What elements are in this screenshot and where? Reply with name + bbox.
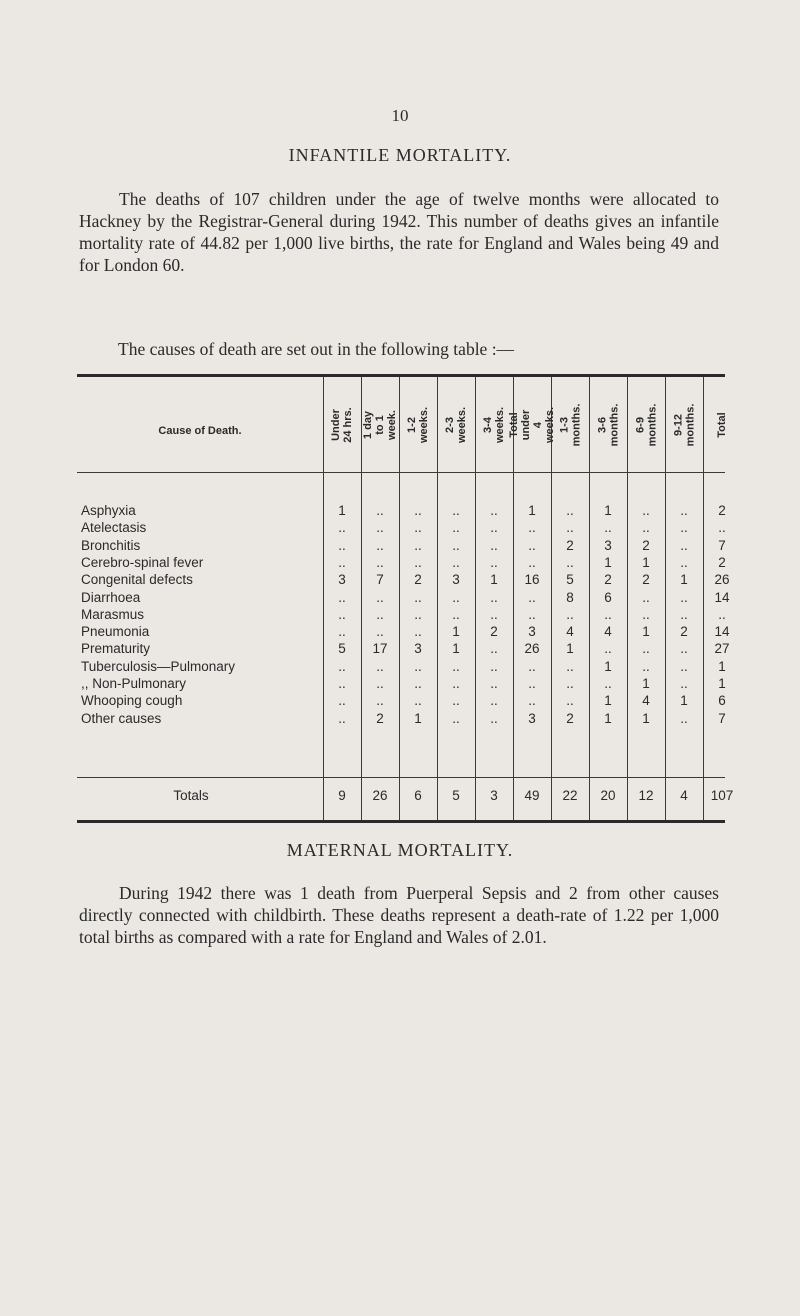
column-header: 1-2 weeks. [406,406,430,444]
table-cell: 2 [642,537,650,553]
total-cell: 12 [638,788,654,803]
table-cell: .. [490,710,498,726]
table-cell: 1 [490,572,498,588]
table-cell: 7 [718,537,726,553]
table-intro: The causes of death are set out in the following table :— [118,339,515,359]
table-cell: 14 [714,589,730,605]
cause-label: Whooping cough [77,693,327,708]
table-cell: .. [528,520,536,536]
maternal-mortality-title: MATERNAL MORTALITY. [286,840,514,860]
table-cell: 3 [452,572,460,588]
table-cell: .. [414,537,422,553]
table-cell: .. [452,606,460,622]
table-cell: .. [642,520,650,536]
cause-label: Prematurity [77,641,327,656]
table-cell: .. [642,589,650,605]
table-cell: .. [490,503,498,518]
table-row [77,589,730,607]
column-header: 9-12 months. [672,403,696,447]
table-cell: .. [376,537,384,553]
cause-label: Bronchitis [77,538,327,553]
table-row [77,693,725,710]
cause-label: Tuberculosis—Pulmonary [77,659,327,674]
table-cell: .. [528,606,536,622]
table-cell: .. [642,641,650,657]
total-cell: 20 [600,788,616,803]
table-row [77,538,725,555]
table-cell: .. [338,589,346,605]
table-cell: .. [680,710,688,726]
table-cell: .. [604,676,612,691]
table-cell: .. [566,658,574,674]
totals-label: Totals [173,788,209,803]
table-cell: .. [490,554,498,570]
table-cell: .. [642,606,650,622]
table-cell: 2 [718,503,726,518]
table-cell: 1 [718,676,726,691]
table-cell: .. [338,624,346,640]
table-cell: .. [604,520,612,536]
table-cell: .. [376,676,384,691]
table-cell: .. [338,676,346,691]
column-header: 6-9 months. [634,403,659,447]
table-cell: .. [566,503,574,518]
table-cell: .. [376,554,384,570]
column-header: 1-3 months. [558,403,583,447]
table-cell: 26 [524,641,540,657]
total-cell: 9 [338,788,346,803]
table-cell: 3 [338,572,346,588]
table-cell: .. [566,606,574,622]
table-cell: .. [376,606,384,622]
cause-label: Pneumonia [77,624,327,639]
table-cell: .. [528,693,536,709]
table-cell: .. [338,693,346,709]
table-cell: 26 [714,572,730,588]
table-cell: .. [376,520,384,536]
cause-label: Diarrhoea [77,590,327,605]
table-cell: .. [680,676,688,691]
table-cell: 5 [338,641,346,657]
column-header: 2-3 weeks. [444,406,468,444]
total-cell: 26 [372,788,388,803]
table-cell: .. [528,658,536,674]
cause-label: Congenital defects [77,572,327,587]
column-header: Total [716,412,728,438]
table-cell: 4 [642,693,650,709]
table-cell: 1 [642,710,650,726]
table-cell: .. [528,676,536,691]
total-cell: 6 [414,788,422,803]
total-cell: 107 [710,788,734,803]
table-cell: 1 [528,503,536,518]
table-cell: 1 [604,658,612,674]
table-cell: .. [376,589,384,605]
table-cell: .. [452,554,460,570]
table-cell: .. [490,693,498,709]
table-cell: 1 [604,554,612,570]
table-cell: 1 [604,710,612,726]
table-cell: 6 [718,693,726,709]
table-cell: 4 [604,624,612,640]
table-cell: .. [338,537,346,553]
table-cell: .. [376,693,384,709]
table-cell: .. [642,503,650,518]
cause-label: Marasmus [77,607,327,622]
table-cell: .. [680,520,688,536]
table-cell: 17 [372,641,388,657]
table-row [77,520,725,537]
table-row [77,607,725,624]
table-cell: .. [566,520,574,536]
table-cell: .. [452,676,460,691]
cause-label: Cerebro-spinal fever [77,555,327,570]
table-cell: 16 [524,572,540,588]
table-cell: 2 [566,710,574,726]
table-cell: .. [604,606,612,622]
table-cell: .. [376,624,384,640]
cause-label: ,, Non-Pulmonary [77,676,327,691]
table-cell: 1 [414,710,422,726]
table-cell: .. [490,641,498,657]
table-cell: 7 [718,710,726,726]
column-header: Under 24 hrs. [330,407,354,443]
table-cell: .. [490,658,498,674]
table-cell: 1 [642,554,650,570]
cause-of-death-header: Cause of Death. [158,425,242,437]
table-row [77,624,730,641]
table-cell: .. [338,606,346,622]
table-cell: .. [452,710,460,726]
table-cell: .. [452,589,460,605]
table-row [77,641,730,658]
table-bottom-rule [77,820,725,823]
table-cell: .. [414,624,422,640]
table-cell: .. [414,520,422,536]
table-cell: 6 [604,589,612,605]
table-cell: .. [680,641,688,657]
table-cell: .. [338,710,346,726]
table-cell: 7 [376,572,384,588]
page-number: 10 [391,106,409,125]
column-header: 3-4 weeks. [482,406,506,444]
table-cell: .. [338,520,346,536]
table-cell: .. [718,606,726,622]
table-cell: .. [566,693,574,709]
table-row [77,676,725,693]
table-cell: .. [452,658,460,674]
table-cell: .. [680,658,688,674]
table-cell: .. [566,554,574,570]
table-cell: 2 [642,572,650,588]
table-cell: 2 [414,572,422,588]
table-row [77,503,725,520]
table-cell: .. [680,589,688,605]
table-cell: 8 [566,589,574,605]
table-cell: .. [680,537,688,553]
total-cell: 49 [524,788,540,803]
table-cell: .. [528,589,536,605]
table-cell: 2 [604,572,612,588]
table-cell: .. [414,554,422,570]
table-cell: 2 [718,554,726,570]
table-cell: .. [414,658,422,674]
total-cell: 4 [680,788,688,803]
table-cell: .. [490,537,498,553]
table-cell: .. [680,503,688,518]
table-cell: 1 [642,624,650,640]
table-cell: 1 [604,503,612,518]
table-cell: 3 [604,537,612,553]
table-cell: 2 [680,624,688,640]
total-cell: 3 [490,788,498,803]
table-cell: .. [680,554,688,570]
column-header: 3-6 months. [596,403,621,447]
table-cell: 1 [452,641,460,657]
table-cell: .. [490,606,498,622]
table-cell: .. [376,658,384,674]
table-cell: 1 [566,641,574,657]
table-cell: 27 [714,641,730,657]
table-cell: .. [452,503,460,518]
table-row [77,572,730,589]
table-cell: 1 [718,658,726,674]
table-cell: .. [452,537,460,553]
table-cell: .. [490,520,498,536]
table-cell: 1 [642,676,650,691]
table-cell: 1 [338,503,346,518]
table-cell: 2 [376,710,384,726]
table-cell: 1 [452,624,460,640]
cause-label: Asphyxia [77,503,327,518]
table-cell: .. [604,641,612,657]
table-cell: .. [414,676,422,691]
table-row [77,555,725,572]
table-cell: .. [642,658,650,674]
table-cell: .. [566,676,574,691]
column-header: Total under 4 weeks. [508,406,556,444]
table-cell: .. [680,606,688,622]
cause-label: Atelectasis [77,520,327,535]
table-cell: 1 [604,693,612,709]
table-cell: 3 [528,710,536,726]
table-cell: .. [414,589,422,605]
table-cell: .. [528,537,536,553]
table-cell: 3 [528,624,536,640]
table-cell: .. [490,589,498,605]
table-cell: 3 [414,641,422,657]
infantile-mortality-paragraph: The deaths of 107 children under the age of twelve months were allocated to Hackney by the Registrar-General during 1942. This number of deaths gives an infantile mortality rate of 44.82 per 1,000 live births, the rate for England and Wales being 49 and for London 60. [79,189,719,275]
table-cell: .. [452,520,460,536]
cause-label: Other causes [77,711,327,726]
table-cell: 5 [566,572,574,588]
column-header: 1 day to 1 week. [362,410,398,440]
table-cell: 2 [490,624,498,640]
table-cell: .. [718,520,726,536]
table-cell: .. [528,554,536,570]
table-cell: .. [414,503,422,518]
table-cell: 2 [566,537,574,553]
table-cell: .. [414,693,422,709]
table-cell: 14 [714,624,730,640]
infantile-mortality-title: INFANTILE MORTALITY. [288,145,512,165]
table-cell: .. [338,658,346,674]
total-cell: 5 [452,788,460,803]
table-cell: .. [414,606,422,622]
maternal-mortality-paragraph: During 1942 there was 1 death from Puerperal Sepsis and 2 from other causes directly connected with childbirth. These deaths represent a death-rate of 1.22 per 1,000 total births as compared with a rate for England and Wales of 2.01. [79,883,719,947]
table-row [77,711,725,728]
table-row [77,659,725,676]
table-cell: 1 [680,572,688,588]
table-cell: 4 [566,624,574,640]
table-cell: .. [338,554,346,570]
table-cell: .. [452,693,460,709]
table-cell: .. [490,676,498,691]
total-cell: 22 [562,788,578,803]
table-cell: .. [376,503,384,518]
table-cell: 1 [680,693,688,709]
